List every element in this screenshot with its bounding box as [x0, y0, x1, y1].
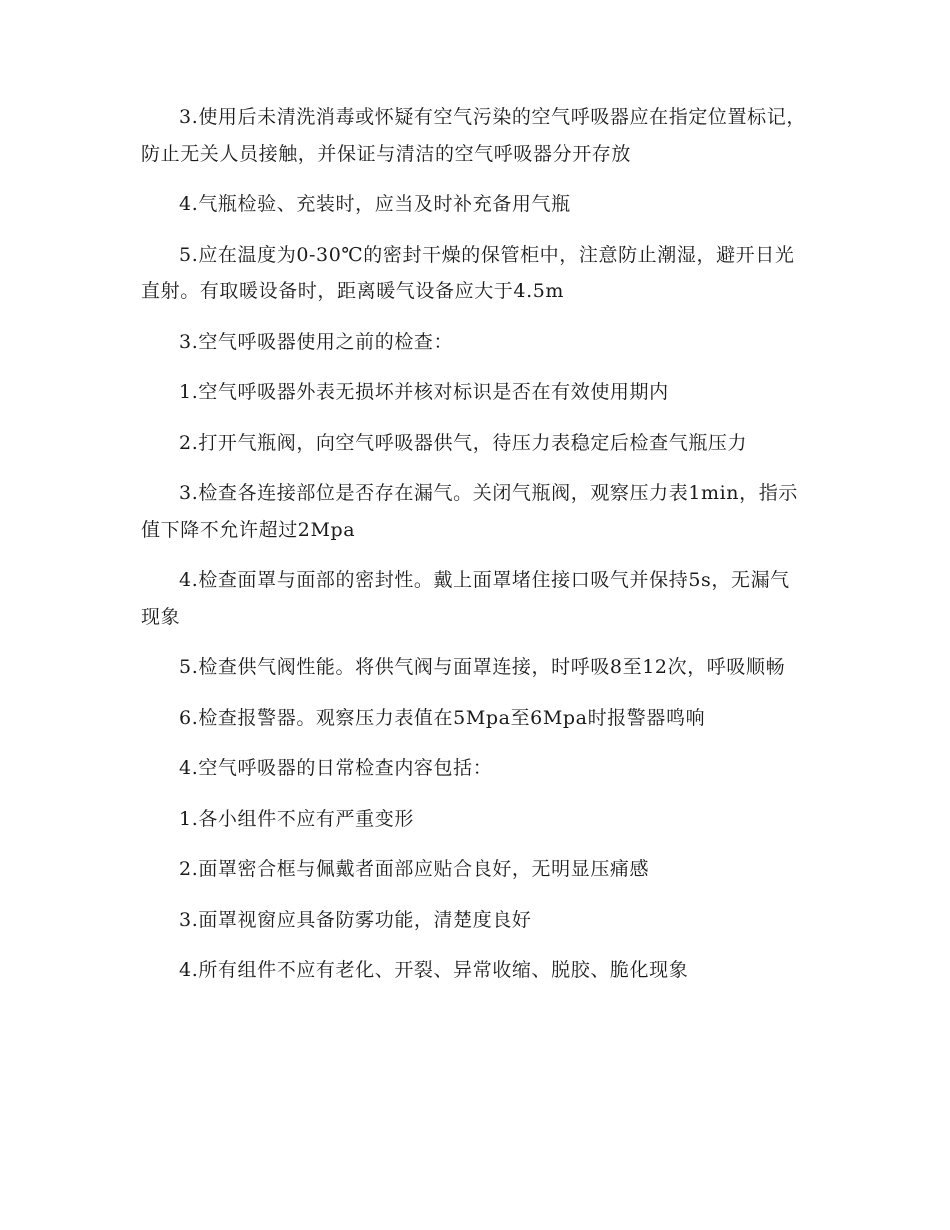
- paragraph-spare-cylinder: 4.气瓶检验、充装时，应当及时补充备用气瓶: [179, 193, 571, 215]
- paragraph-storage-temperature: 5.应在温度为0-30℃的密封干燥的保管柜中，注意防止潮湿，避开日光直射。有取暖设备时，距离暖气设备应大于4.5m: [141, 243, 795, 302]
- document-page: [141, 99, 806, 1003]
- section-heading-pre-use-check: 3.空气呼吸器使用之前的检查：: [179, 330, 454, 353]
- paragraph-check-supply-valve: 5.检查供气阀性能。将供气阀与面罩连接，时呼吸8至12次，呼吸顺畅: [179, 656, 786, 678]
- paragraph-check-pressure: 2.打开气瓶阀，向空气呼吸器供气，待压力表稳定后检查气瓶压力: [179, 431, 748, 454]
- paragraph-daily-components: 1.各小组件不应有严重变形: [179, 807, 414, 830]
- paragraph-check-leak: 3.检查各连接部位是否存在漏气。关闭气瓶阀，观察压力表1min，指示值下降不允许超过2Mpa: [141, 482, 798, 541]
- paragraph-daily-visor: 3.面罩视窗应具备防雾功能，清楚度良好: [179, 908, 532, 931]
- paragraph-check-appearance: 1.空气呼吸器外表无损坏并核对标识是否在有效使用期内: [179, 381, 669, 403]
- section-heading-daily-check: 4.空气呼吸器的日常检查内容包括：: [179, 757, 493, 779]
- paragraph-check-mask-seal: 4.检查面罩与面部的密封性。戴上面罩堵住接口吸气并保持5s，无漏气现象: [141, 569, 790, 628]
- paragraph-storage-contaminated: 3.使用后未清洗消毒或怀疑有空气污染的空气呼吸器应在指定位置标记，防止无关人员接触，并保证与清洁的空气呼吸器分开存放: [141, 106, 806, 165]
- paragraph-daily-mask-fit: 2.面罩密合框与佩戴者面部应贴合良好，无明显压痛感: [179, 858, 650, 880]
- paragraph-check-alarm: 6.检查报警器。观察压力表值在5Mpa至6Mpa时报警器鸣响: [179, 706, 706, 729]
- paragraph-daily-aging: 4.所有组件不应有老化、开裂、异常收缩、脱胶、脆化现象: [179, 959, 689, 981]
